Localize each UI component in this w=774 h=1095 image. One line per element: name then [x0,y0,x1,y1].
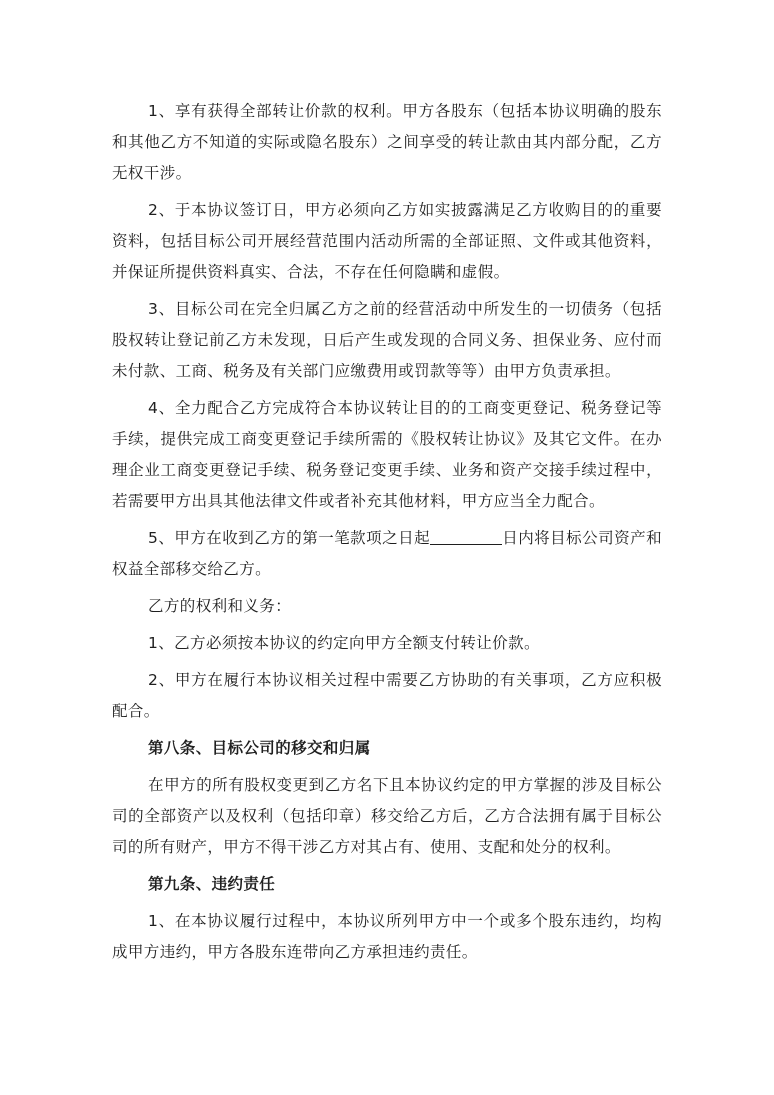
paragraph-article-8: 在甲方的所有股权变更到乙方名下且本协议约定的甲方掌握的涉及目标公司的全部资产以及权利（包括印章）移交给乙方后，乙方合法拥有属于目标公司的所有财产，甲方不得干涉乙方对其占有、使用、支配和处分的权利。 [112,776,662,856]
paragraph-5-after-blank: 日内将目标公司资产和权益全部移交给乙方。 [112,529,662,578]
paragraph-article-9-1: 1、在本协议履行过程中，本协议所列甲方中一个或多个股东违约，均构成甲方违约，甲方各股东连带向乙方承担违约责任。 [112,912,662,961]
buyer-rights-label: 乙方的权利和义务： [148,597,292,615]
paragraph-seller-duty-4: 4、全力配合乙方完成符合本协议转让目的的工商变更登记、税务登记等手续，提供完成工商变更登记手续所需的《股权转让协议》及其它文件。在办理企业工商变更登记手续、税务登记变更手续、业务和资产交接手续过程中，若需要甲方出具其他法律文件或者补充其他材料，甲方应当全力配合。 [112,399,662,510]
article-8-heading: 第八条、目标公司的移交和归属 [148,739,371,757]
paragraph-5-before-blank: 5、甲方在收到乙方的第一笔款项之日起 [148,529,431,547]
paragraph-buyer-duty-2: 2、甲方在履行本协议相关过程中需要乙方协助的有关事项，乙方应积极配合。 [112,671,662,720]
paragraph-seller-right-1: 1、享有获得全部转让价款的权利。甲方各股东（包括本协议明确的股东和其他乙方不知道的实际或隐名股东）之间享受的转让款由其内部分配，乙方无权干涉。 [112,102,662,182]
paragraph-seller-duty-2: 2、于本协议签订日，甲方必须向乙方如实披露满足乙方收购目的的重要资料，包括目标公司开展经营范围内活动所需的全部证照、文件或其他资料，并保证所提供资料真实、合法，不存在任何隐瞒和虚假。 [112,201,662,281]
fill-in-blank-days[interactable] [430,528,502,545]
paragraph-seller-duty-5 [112,523,662,585]
paragraph-seller-duty-3: 3、目标公司在完全归属乙方之前的经营活动中所发生的一切债务（包括股权转让登记前乙方未发现，日后产生或发现的合同义务、担保业务、应付而未付款、工商、税务及有关部门应缴费用或罚款等等）由甲方负责承担。 [112,300,662,380]
article-9-heading: 第九条、违约责任 [148,875,276,893]
paragraph-buyer-duty-1: 1、乙方必须按本协议的约定向甲方全额支付转让价款。 [148,634,540,652]
